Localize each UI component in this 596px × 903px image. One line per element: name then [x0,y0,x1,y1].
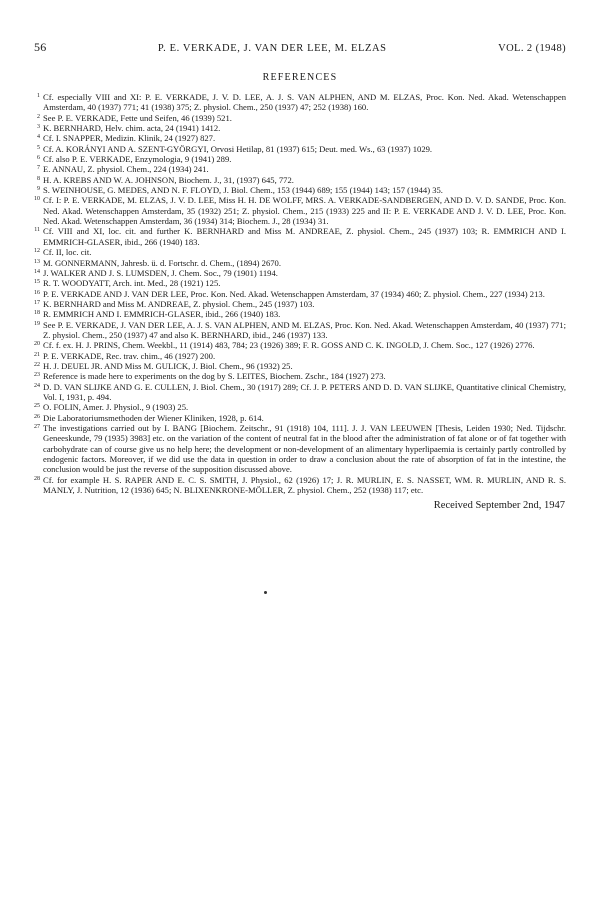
reference-number: 20 [34,341,40,348]
running-head [34,40,566,55]
reference-text: J. WALKER AND J. S. LUMSDEN, J. Chem. Soc., 79 (1901) 1194. [43,267,278,278]
reference-entry [34,185,566,195]
reference-text: E. ANNAU, Z. physiol. Chem., 224 (1934) 241. [43,164,209,175]
reference-text: Cf. for example H. S. RAPER AND E. C. S. SMITH, J. Physiol., 62 (1926) 17; J. R. MURLIN, E. S. NASSET, WM. R. MURLIN, AND R. S. MANLY, J. Nutrition, 12 (1936) 645; N. BLIXENKRONE-MÖLLER, Z. physiol. Chem., 252 (1938) 117; etc. [43,474,566,496]
reference-text: R. EMMRICH AND I. EMMRICH-GLASER, ibid., 266 (1940) 183. [43,309,281,320]
reference-text: Cf. A. KORÁNYI AND A. SZENT-GYÖRGYI, Orvosi Hetilap, 81 (1937) 615; Deut. med. Ws., 63 (1937) 1029. [43,143,433,154]
reference-number: 16 [34,289,40,296]
reference-entry [34,289,566,299]
reference-list [34,92,566,495]
reference-text: S. WEINHOUSE, G. MEDES, AND N. F. FLOYD, J. Biol. Chem., 153 (1944) 689; 155 (1944) 143; 157 (1944) 35. [43,185,443,196]
references-heading: REFERENCES [262,72,338,83]
reference-text: Cf. I: P. E. VERKADE, M. ELZAS, J. V. D. LEE, Miss H. H. DE WOLFF, MRS. A. VERKADE-SANDBERGEN, AND D. V. D. SANDE, Proc. Kon. Ned. Akad. Wetenschappen Amsterdam, 35 (1932) 251; Z. physiol. Chem., 215 (1933) 225 and II: P. E. VERKADE AND J. V. D. LEE, Proc. Kon. Ned. Akad. Wetenschappen Amsterdam, 36 (1934) 314; Biochem. J., 28 (1934) 31. [43,195,566,227]
reference-number: 13 [34,258,40,265]
reference-entry [34,92,566,113]
reference-text: The investigations carried out by I. BANG [Biochem. Zeitschr., 91 (1918) 104, 111]. J. J. VAN LEEUWEN [Thesis, Leiden 1930; Ned. Tijdschr. Geneeskunde, 79 (1935) 3983] etc. on the variation of the content of neutral fat in the blood after the administration of fat alone or of fat together with carbohydrate can of course give us no help here; the development or non-development of an alimentary hyperlipaemia is certainly partly controlled by endogenic factors. Moreover, if we did use the data in question in order to draw a conclusion about the rate of absorption of fat in the intestine, the conclusion would be just the reverse of the supposition discussed above. [43,423,566,475]
reference-entry [34,258,566,268]
reference-number: 14 [34,268,40,275]
reference-entry [34,351,566,361]
reference-number: 27 [34,424,40,430]
reference-text: Reference is made here to experiments on the dog by S. LEITES, Biochem. Zschr., 184 (1927) 273. [43,371,386,382]
reference-entry [34,133,566,143]
reference-text: See P. E. VERKADE, Fette und Seifen, 46 (1939) 521. [43,112,232,123]
reference-text: Cf. f. ex. H. J. PRINS, Chem. Weekbl., 11 (1914) 483, 784; 23 (1926) 389; F. R. GOSS AND C. K. INGOLD, J. Chem. Soc., 127 (1926) 2776. [43,340,535,351]
reference-entry [34,340,566,350]
reference-entry [34,113,566,123]
reference-number: 28 [34,475,40,482]
reference-text: P. E. VERKADE, Rec. trav. chim., 46 (1927) 200. [43,350,216,361]
reference-number: 24 [34,382,40,389]
reference-number: 25 [34,403,40,410]
reference-number: 21 [34,351,40,358]
received-date: Received September 2nd, 1947 [433,500,565,512]
reference-entry [34,299,566,309]
reference-entry [34,175,566,185]
reference-text: Die Laboratoriumsmethoden der Wiener Kliniken, 1928, p. 614. [43,412,264,423]
reference-entry [34,154,566,164]
reference-entry [34,320,566,341]
reference-number: 3 [37,124,40,131]
reference-text: R. T. WOODYATT, Arch. int. Med., 28 (1921) 125. [43,278,221,289]
reference-entry [34,226,566,247]
reference-entry [34,195,566,226]
reference-number: 5 [37,144,40,151]
reference-entry [34,361,566,371]
reference-entry [34,371,566,381]
reference-text: O. FOLIN, Amer. J. Physiol., 9 (1903) 25. [43,402,189,413]
reference-number: 22 [34,361,40,368]
reference-entry [34,268,566,278]
reference-entry [34,144,566,154]
reference-entry [34,247,566,257]
page [34,40,566,511]
reference-number: 4 [37,134,40,141]
reference-number: 6 [37,155,40,162]
reference-number: 9 [37,186,40,193]
reference-text: K. BERNHARD, Helv. chim. acta, 24 (1941) 1412. [43,123,221,134]
reference-number: 8 [37,175,40,182]
reference-entry [34,382,566,403]
reference-entry [34,413,566,423]
reference-entry [34,423,566,475]
reference-text: K. BERNHARD and Miss M. ANDREAE, Z. physiol. Chem., 245 (1937) 103. [43,298,315,309]
reference-number: 17 [34,299,40,306]
reference-entry [34,402,566,412]
reference-number: 18 [34,310,40,317]
reference-number: 19 [34,320,40,327]
ink-dot [264,591,267,594]
reference-number: 10 [34,196,40,203]
reference-number: 12 [34,248,40,255]
reference-text: P. E. VERKADE AND J. VAN DER LEE, Proc. Kon. Ned. Akad. Wetenschappen Amsterdam, 37 (1934) 460; Z. physiol. Chem., 227 (1934) 213. [43,288,545,299]
reference-number: 2 [37,113,40,120]
reference-number: 23 [34,372,40,379]
volume-label: VOL. 2 (1948) [498,43,566,54]
page-number: 56 [34,40,47,54]
reference-number: 11 [34,227,40,234]
reference-entry [34,278,566,288]
reference-text: Cf. I. SNAPPER, Medizin. Klinik, 24 (1927) 827. [43,133,216,144]
reference-text: Cf. especially VIII and XI: P. E. VERKADE, J. V. D. LEE, A. J. S. VAN ALPHEN, AND M. ELZAS, Proc. Kon. Ned. Akad. Wetenschappen Amsterdam, 40 (1937) 771; 41 (1938) 375; Z. physiol. Chem., 250 (1937) 47; 252 (1938) 160. [43,92,566,113]
reference-number: 1 [37,93,40,99]
running-head-authors: P. E. VERKADE, J. VAN DER LEE, M. ELZAS [157,43,387,54]
reference-text: Cf. VIII and XI, loc. cit. and further K. BERNHARD and Miss M. ANDREAE, Z. physiol. Chem., 245 (1937) 103; R. EMMRICH AND I. EMMRICH-GLASER, ibid., 266 (1940) 183. [43,226,566,247]
reference-entry [34,475,566,496]
reference-text: See P. E. VERKADE, J. VAN DER LEE, A. J. S. VAN ALPHEN, AND M. ELZAS, Proc. Kon. Ned. Akad. Wetenschappen Amsterdam, 40 (1937) 771; Z. physiol. Chem., 250 (1937) 47 and also K. BERNHARD, ibid., 246 (1937) 133. [43,319,566,340]
reference-number: 15 [34,279,40,286]
reference-text: D. D. VAN SLIJKE AND G. E. CULLEN, J. Biol. Chem., 30 (1917) 289; Cf. J. P. PETERS AND D. D. VAN SLIJKE, Quantitative clinical Chemistry, Vol. I, 1931, p. 494. [43,381,566,402]
reference-text: H. J. DEUEL JR. AND Miss M. GULICK, J. Biol. Chem., 96 (1932) 25. [43,360,293,371]
reference-text: M. GONNERMANN, Jahresb. ü. d. Fortschr. d. Chem., (1894) 2670. [43,257,281,268]
reference-text: H. A. KREBS AND W. A. JOHNSON, Biochem. J., 31, (1937) 645, 772. [43,174,294,185]
reference-number: 7 [37,165,40,172]
reference-entry [34,309,566,319]
reference-text: Cf. II, loc. cit. [43,247,92,258]
reference-entry [34,164,566,174]
reference-entry [34,123,566,133]
reference-number: 26 [34,413,40,420]
reference-text: Cf. also P. E. VERKADE, Enzymologia, 9 (1941) 289. [43,154,232,165]
